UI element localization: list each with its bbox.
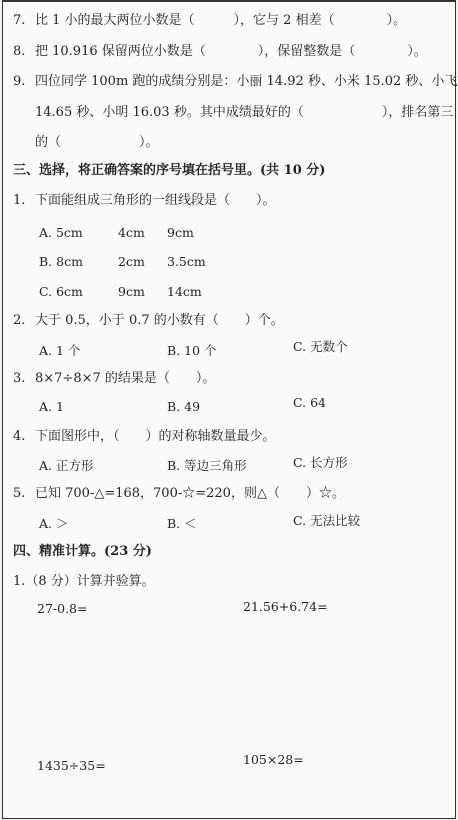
q3-option-b: B. 49: [167, 399, 201, 414]
q1-option-c-2: 9cm: [118, 284, 145, 299]
q1-option-c-1: C. 6cm: [39, 284, 83, 299]
q2-option-b: B. 10 个: [167, 343, 217, 358]
q1-option-b-2: 2cm: [118, 254, 145, 269]
q4-option-a: A. 正方形: [39, 458, 94, 473]
calc-item-4: 105×28=: [243, 752, 304, 767]
q3-option-c: C. 64: [293, 395, 326, 410]
section-4-title: 四、精准计算。(23 分): [13, 544, 152, 559]
calc-header: 1.（8 分）计算并验算。: [13, 574, 155, 589]
q5-option-a: A. ＞: [39, 516, 69, 531]
question-9: 9. 四位同学 100m 跑的成绩分别是：小丽 14.92 秒、小米 15.02 秒、小飞: [13, 74, 458, 89]
calc-item-1: 27-0.8=: [37, 601, 88, 616]
choice-q3: 3. 8×7÷8×7 的结果是（ ）。: [13, 371, 216, 386]
q2-option-a: A. 1 个: [39, 343, 81, 358]
q1-option-a-3: 9cm: [167, 225, 194, 240]
question-9-line-3: 的（ ）。: [35, 135, 159, 150]
q1-option-c-3: 14cm: [167, 284, 202, 299]
question-7: 7. 比 1 小的最大两位小数是（ ），它与 2 相差（ ）。: [13, 13, 407, 28]
choice-q1: 1. 下面能组成三角形的一组线段是（ ）。: [13, 193, 276, 208]
q4-option-c: C. 长方形: [293, 455, 348, 470]
exam-paper: [2, 0, 456, 819]
top-border: [3, 0, 455, 2]
calc-item-3: 1435÷35=: [37, 758, 106, 773]
choice-q2: 2. 大于 0.5，小于 0.7 的小数有（ ）个。: [13, 313, 284, 328]
q5-option-b: B. ＜: [167, 516, 197, 531]
choice-q5: 5. 已知 700-△=168，700-☆=220，则△（ ）☆。: [13, 486, 345, 501]
q1-option-a-2: 4cm: [118, 225, 145, 240]
q1-option-a-1: A. 5cm: [39, 225, 83, 240]
q5-option-c: C. 无法比较: [293, 513, 361, 528]
section-3-title: 三、选择，将正确答案的序号填在括号里。(共 10 分): [13, 163, 326, 178]
q2-option-c: C. 无数个: [293, 339, 348, 354]
q4-option-b: B. 等边三角形: [167, 458, 247, 473]
calc-item-2: 21.56+6.74=: [243, 599, 328, 614]
q3-option-a: A. 1: [39, 399, 64, 414]
question-8: 8. 把 10.916 保留两位小数是（ ），保留整数是（ ）。: [13, 44, 427, 59]
choice-q4: 4. 下面图形中，（ ）的对称轴数量最少。: [13, 429, 276, 444]
q1-option-b-3: 3.5cm: [167, 254, 206, 269]
question-9-line-2: 14.65 秒、小明 16.03 秒。其中成绩最好的（ ），排名第三: [35, 105, 454, 120]
q1-option-b-1: B. 8cm: [39, 254, 83, 269]
